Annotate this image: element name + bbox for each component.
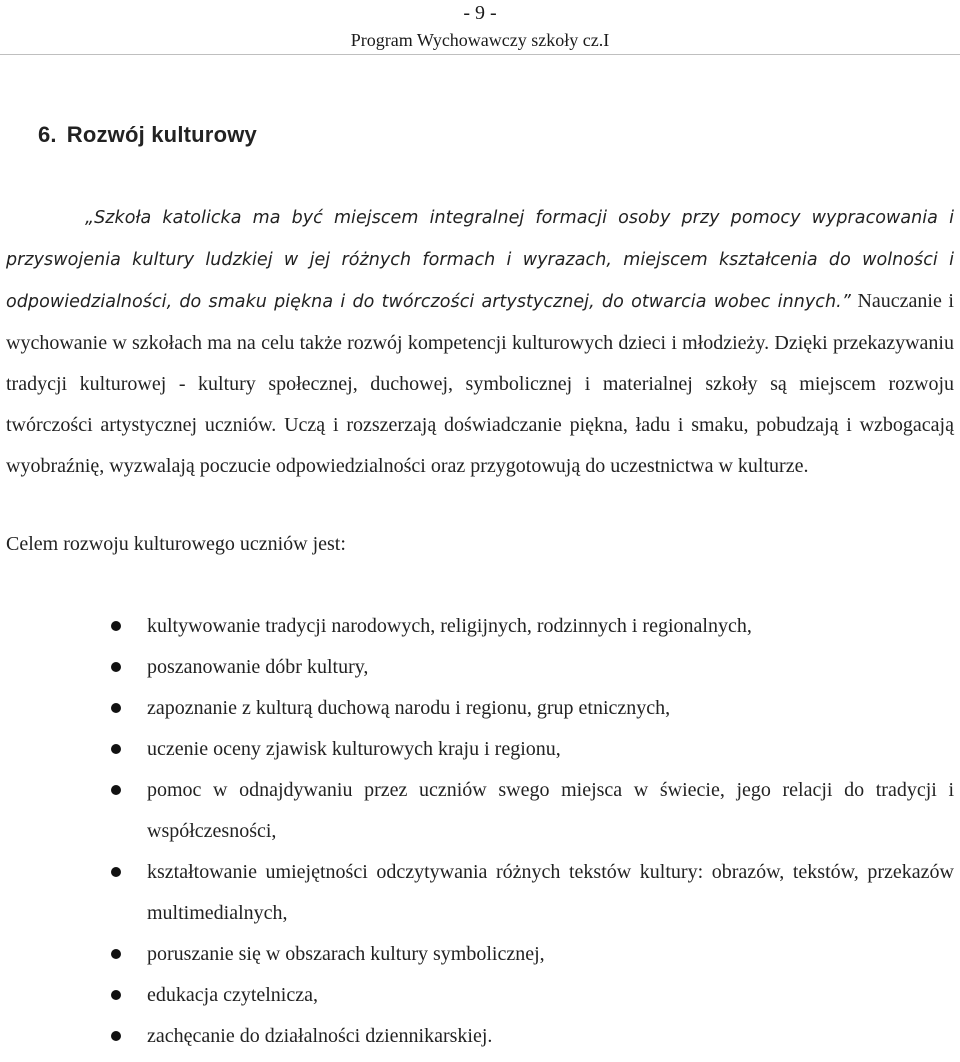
list-item (0, 1016, 960, 1057)
list-item-text: uczenie oceny zjawisk kulturowych kraju i regionu, (147, 738, 561, 760)
list-item (0, 606, 960, 647)
section-heading (38, 121, 257, 149)
bullet-icon (111, 785, 121, 795)
list-item-text: pomoc w odnajdywaniu przez uczniów swego miejsca w świecie, jego relacji do tradycji i współczesności, (147, 779, 954, 842)
bullet-icon (111, 1031, 121, 1041)
section-title: Rozwój kulturowy (66, 122, 257, 147)
header-divider (0, 54, 960, 55)
list-item-text: kształtowanie umiejętności odczytywania różnych tekstów kultury: obrazów, tekstów, przekazów multimedialnych, (147, 861, 954, 924)
page-number-text: - 9 - (463, 2, 497, 24)
bullet-icon (111, 621, 121, 631)
page-number (0, 0, 960, 26)
bullet-icon (111, 949, 121, 959)
goals-list (0, 606, 960, 1057)
list-item (0, 852, 960, 934)
list-item (0, 975, 960, 1016)
list-item-text: zachęcanie do działalności dziennikarskiej. (147, 1025, 493, 1047)
list-item (0, 688, 960, 729)
bullet-icon (111, 744, 121, 754)
list-item (0, 729, 960, 770)
body-text (6, 197, 954, 487)
goals-intro: Celem rozwoju kulturowego uczniów jest: (6, 533, 346, 555)
quote: „Szkoła katolicka ma być miejscem integralnej formacji osoby przy pomocy wypracowania i przyswojenia kultury ludzkiej w jej różnych formach i wyrazach, miejscem kształcenia do wolności i odpowiedzialności, do smaku piękna i do twórczości artystycznej, do otwarcia wobec innych.” (6, 208, 954, 312)
paragraph: Nauczanie i wychowanie w szkołach ma na celu także rozwój kompetencji kulturowych dzieci i młodzieży. Dzięki przekazywaniu tradycji kulturowej - kultury społecznej, duchowej, symbolicznej i materialnej szkoły są miejscem rozwoju twórczości artystycznej uczniów. Uczą i rozszerzają doświadczanie piękna, ładu i smaku, pobudzają i wzbogacają wyobraźnię, wyzwalają poczucie odpowiedzialności oraz przygotowują do uczestnictwa w kulturze. (6, 290, 954, 477)
list-item-text: zapoznanie z kulturą duchową narodu i regionu, grup etnicznych, (147, 697, 671, 719)
list-item (0, 770, 960, 852)
bullet-icon (111, 703, 121, 713)
list-item (0, 934, 960, 975)
list-item (0, 647, 960, 688)
list-item-text: kultywowanie tradycji narodowych, religijnych, rodzinnych i regionalnych, (147, 615, 752, 637)
running-header: Program Wychowawczy szkoły cz.I (350, 30, 610, 50)
bullet-icon (111, 867, 121, 877)
list-item-text: poruszanie się w obszarach kultury symbolicznej, (147, 943, 545, 965)
bullet-icon (111, 990, 121, 1000)
bullet-icon (111, 662, 121, 672)
section-number: 6. (38, 122, 57, 147)
list-item-text: edukacja czytelnicza, (147, 984, 318, 1006)
list-item-text: poszanowanie dóbr kultury, (147, 656, 369, 678)
